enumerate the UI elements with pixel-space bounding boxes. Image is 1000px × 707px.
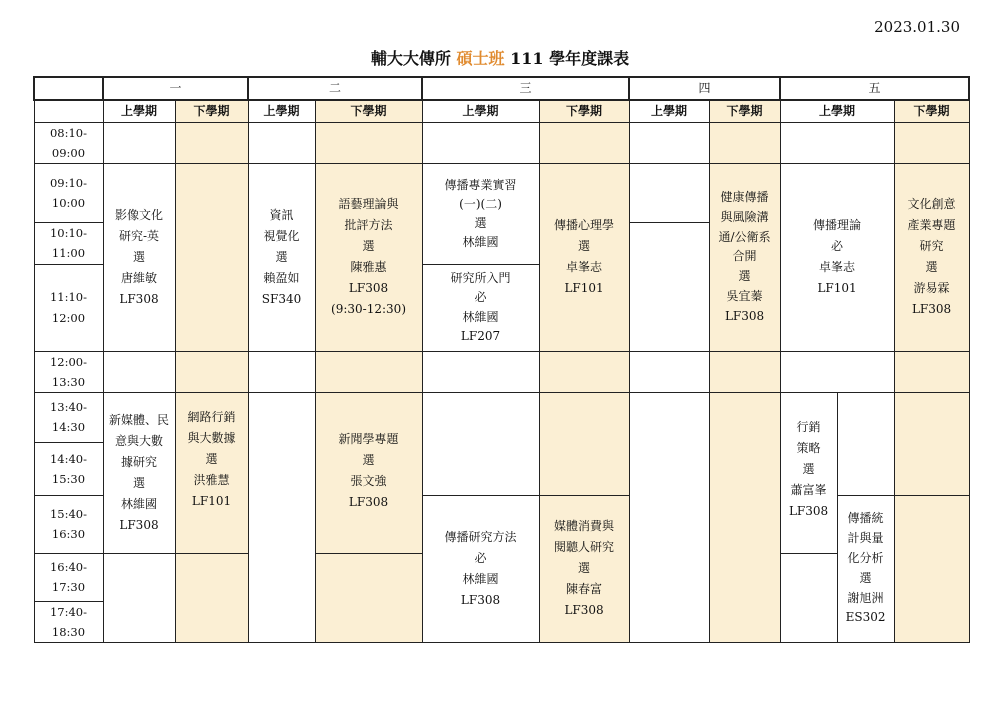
sem-wed-first: 上學期 <box>422 100 539 123</box>
sem-corner <box>34 100 103 123</box>
sem-mon-first: 上學期 <box>103 100 175 123</box>
course-cell <box>175 392 248 553</box>
course-line: 蕭富峯 <box>790 482 827 497</box>
course-cell <box>315 164 422 351</box>
empty-cell <box>629 123 709 164</box>
empty-cell <box>629 223 709 351</box>
course-line: LF101 <box>564 281 604 296</box>
course-line: 林維國 <box>120 496 157 511</box>
course-line: LF308 <box>119 517 159 532</box>
page-title <box>0 46 1000 69</box>
course-line: LF308 <box>564 603 604 618</box>
course-line: 行銷 <box>796 419 821 434</box>
course-line: 張文強 <box>350 473 387 488</box>
course-line: 選 <box>738 269 751 284</box>
course-line: 選 <box>802 461 815 476</box>
sem-fri-second: 下學期 <box>894 100 969 123</box>
empty-cell <box>103 351 175 392</box>
course-cell <box>103 164 175 351</box>
course-line: 選 <box>132 249 145 264</box>
course-line: 文化創意 <box>907 197 956 212</box>
header-corner <box>34 77 103 100</box>
title-year: 111 學年度課表 <box>510 49 630 68</box>
empty-cell <box>539 351 629 392</box>
course-line: 傳播研究方法 <box>444 529 517 544</box>
course-line: LF308 <box>348 281 389 296</box>
empty-cell <box>248 351 315 392</box>
course-line: LF207 <box>460 328 501 343</box>
sem-tue-second: 下學期 <box>315 100 422 123</box>
empty-cell <box>894 495 969 642</box>
course-line: LF308 <box>724 308 765 323</box>
course-line: 陳雅惠 <box>350 260 387 275</box>
course-line: 研究-英 <box>118 228 160 243</box>
time-slot: 08:10-09:00 <box>34 123 103 164</box>
course-line: LF308 <box>460 592 501 607</box>
course-line: 林維國 <box>462 571 499 586</box>
empty-cell <box>709 351 780 392</box>
empty-cell <box>894 351 969 392</box>
time-slot: 09:10-10:00 <box>34 164 103 223</box>
empty-cell <box>315 351 422 392</box>
empty-cell <box>894 123 969 164</box>
course-line: 研究所入門 <box>450 271 511 286</box>
course-line: 產業專題 <box>907 218 956 233</box>
course-line: 化分析 <box>847 551 884 566</box>
course-line: 選 <box>205 451 218 466</box>
title-dept: 輔大大傳所 <box>370 49 451 68</box>
time-slot: 10:10-11:00 <box>34 223 103 264</box>
schedule-table <box>33 76 970 643</box>
course-line: 傳播統 <box>847 511 884 526</box>
course-line: 游易霖 <box>913 281 950 296</box>
course-line: 傳播心理學 <box>554 218 615 233</box>
course-line: LF101 <box>191 493 232 508</box>
course-line: 傳播理論 <box>813 218 862 233</box>
course-cell <box>837 495 894 642</box>
course-cell <box>315 392 422 553</box>
course-cell <box>780 392 837 553</box>
empty-cell <box>175 164 248 351</box>
time-slot: 12:00-13:30 <box>34 351 103 392</box>
sem-wed-second: 下學期 <box>539 100 629 123</box>
course-line: 洪雅慧 <box>193 472 230 487</box>
course-line: 林維國 <box>462 235 499 250</box>
course-line: 意與大數 <box>114 433 163 448</box>
empty-cell <box>894 392 969 495</box>
course-cell <box>422 264 539 351</box>
time-slot: 17:40-18:30 <box>34 601 103 642</box>
day-header-fri: 五 <box>780 77 969 100</box>
course-line: 卓峯志 <box>819 260 856 275</box>
course-line: 選 <box>859 570 872 585</box>
course-line: 視覺化 <box>263 228 300 243</box>
empty-cell <box>709 392 780 642</box>
course-line: 選 <box>275 249 288 264</box>
empty-cell <box>780 123 894 164</box>
course-line: 必 <box>474 550 487 565</box>
time-slot: 16:40-17:30 <box>34 553 103 601</box>
course-cell <box>103 392 175 553</box>
time-slot: 13:40-14:30 <box>34 392 103 442</box>
course-line: 閱聽人研究 <box>554 540 615 555</box>
course-line: 計與量 <box>847 531 884 546</box>
course-cell <box>539 495 629 642</box>
course-line: 林維國 <box>462 309 499 324</box>
course-line: 選 <box>578 561 591 576</box>
course-line: 影像文化 <box>114 207 163 222</box>
empty-cell <box>175 123 248 164</box>
empty-cell <box>103 553 175 642</box>
course-line: 與風險溝 <box>720 209 769 224</box>
course-line: (9:30-12:30) <box>331 302 406 317</box>
course-line: 策略 <box>796 440 821 455</box>
empty-cell <box>248 392 315 642</box>
course-line: 通/公衛系 <box>718 229 771 244</box>
empty-cell <box>175 351 248 392</box>
course-cell <box>894 164 969 351</box>
course-line: 新媒體、民 <box>108 412 169 427</box>
course-line: ES302 <box>845 610 886 625</box>
course-line: SF340 <box>261 291 302 306</box>
course-line: 選 <box>362 239 375 254</box>
course-line: 網路行銷 <box>187 409 236 424</box>
course-line: 吳宜蓁 <box>726 289 763 304</box>
course-line: 選 <box>474 215 487 230</box>
course-line: 選 <box>925 260 938 275</box>
course-line: 媒體消費與 <box>554 519 615 534</box>
course-line: 選 <box>362 452 375 467</box>
day-header-thu: 四 <box>629 77 780 100</box>
course-cell <box>780 164 894 351</box>
empty-cell <box>315 123 422 164</box>
empty-cell <box>629 351 709 392</box>
course-line: 健康傳播 <box>720 190 769 205</box>
course-cell <box>539 164 629 351</box>
course-line: 據研究 <box>120 454 157 469</box>
empty-cell <box>709 123 780 164</box>
empty-cell <box>629 392 709 642</box>
course-line: LF308 <box>911 302 952 317</box>
course-cell <box>248 164 315 351</box>
course-line: 必 <box>474 290 487 305</box>
course-line: (一)(二) <box>459 196 502 211</box>
empty-cell <box>780 553 837 642</box>
course-line: 謝旭洲 <box>847 590 884 605</box>
course-line: 必 <box>831 239 844 254</box>
sem-tue-first: 上學期 <box>248 100 315 123</box>
course-cell <box>422 164 539 264</box>
course-line: LF308 <box>119 291 159 306</box>
course-line: 語藝理論與 <box>338 197 399 212</box>
course-line: 陳春富 <box>566 582 603 597</box>
empty-cell <box>315 553 422 642</box>
empty-cell <box>780 351 894 392</box>
course-line: 批評方法 <box>344 218 393 233</box>
course-line: 唐維敏 <box>120 270 157 285</box>
empty-cell <box>422 392 539 495</box>
day-header-wed: 三 <box>422 77 629 100</box>
day-header-tue: 二 <box>248 77 422 100</box>
course-line: 新聞學專題 <box>338 431 399 446</box>
sem-mon-second: 下學期 <box>175 100 248 123</box>
empty-cell <box>103 123 175 164</box>
time-slot: 11:10-12:00 <box>34 264 103 351</box>
sem-thu-first: 上學期 <box>629 100 709 123</box>
course-line: 賴盈如 <box>263 270 300 285</box>
empty-cell <box>422 123 539 164</box>
course-line: 合開 <box>732 249 757 264</box>
course-line: LF101 <box>817 281 857 296</box>
course-line: 資訊 <box>269 207 294 222</box>
empty-cell <box>422 351 539 392</box>
course-line: 卓峯志 <box>566 260 603 275</box>
empty-cell <box>837 392 894 495</box>
title-program: 碩士班 <box>456 49 505 68</box>
empty-cell <box>539 392 629 495</box>
date-stamp: 2023.01.30 <box>874 18 960 36</box>
course-line: 傳播專業實習 <box>444 177 517 192</box>
empty-cell <box>629 164 709 223</box>
course-line: 選 <box>578 239 591 254</box>
empty-cell <box>175 553 248 642</box>
empty-cell <box>539 123 629 164</box>
day-header-mon: 一 <box>103 77 248 100</box>
course-line: 與大數據 <box>187 430 236 445</box>
course-line: 選 <box>132 475 145 490</box>
sem-thu-second: 下學期 <box>709 100 780 123</box>
course-cell <box>422 495 539 642</box>
course-line: LF308 <box>348 494 389 509</box>
sem-fri-first: 上學期 <box>780 100 894 123</box>
empty-cell <box>248 123 315 164</box>
course-line: LF308 <box>788 503 829 518</box>
course-line: 研究 <box>919 239 944 254</box>
time-slot: 14:40-15:30 <box>34 442 103 495</box>
time-slot: 15:40-16:30 <box>34 495 103 553</box>
course-cell <box>709 164 780 351</box>
